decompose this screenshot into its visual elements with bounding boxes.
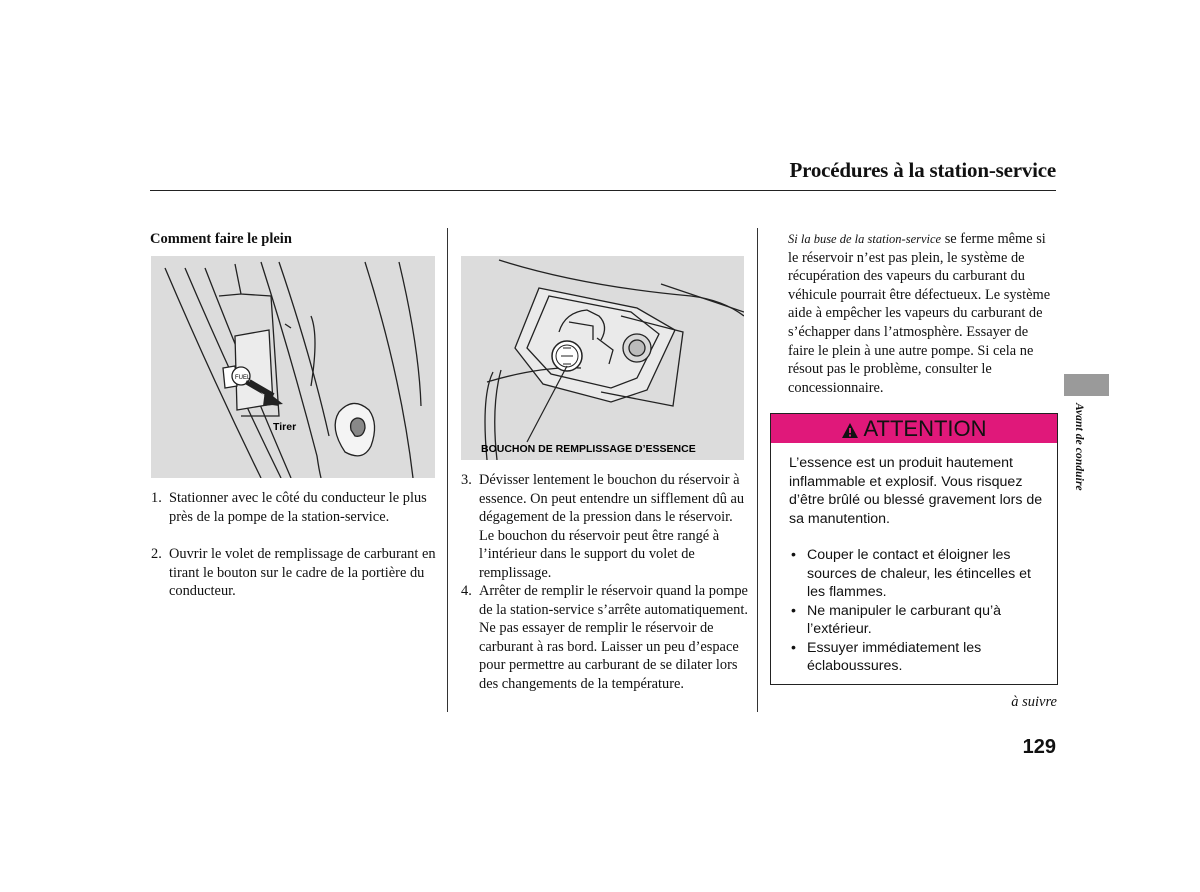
- step-number: 3.: [461, 472, 472, 488]
- section-tab-label: Avant de conduire: [1073, 403, 1085, 491]
- vapor-recovery-note: [788, 230, 1058, 397]
- warning-title: ATTENTION: [863, 416, 987, 441]
- column-divider-right: [757, 228, 758, 712]
- page-title: Procédures à la station-service: [789, 158, 1056, 182]
- intro-italic: Si la buse de la station-service: [788, 232, 942, 246]
- step-4: [461, 582, 751, 694]
- figure-fuel-door-release: [151, 256, 435, 478]
- warning-text: L’essence est un produit hautement inflammable et explosif. Vous risquez d’être brûlé ou blessé gravement lors de sa manutention.: [789, 455, 1043, 527]
- step-1: [151, 489, 441, 526]
- warning-box: [770, 413, 1058, 685]
- warning-triangle-icon: [841, 417, 859, 446]
- step-number: 4.: [461, 583, 472, 599]
- title-rule: [150, 190, 1056, 191]
- warning-bullet: • Essuyer immédiatement les éclaboussures.: [789, 639, 1051, 676]
- warning-body: [789, 454, 1051, 676]
- warning-list: [789, 546, 1051, 676]
- section-heading: Comment faire le plein: [150, 231, 292, 247]
- step-2: [151, 545, 441, 601]
- page-number: 129: [1022, 736, 1056, 758]
- warning-bullet: • Couper le contact et éloigner les sources de chaleur, les étincelles et les flammes.: [789, 546, 1051, 602]
- step-text: Arrêter de remplir le réservoir quand la pompe de la station-service s’arrête automatiquement. Ne pas essayer de remplir le réservoir de carburant à ras bord. Laisser un peu d’espace pour permettre au carburant de se dilater lors des changements de la température.: [479, 583, 748, 692]
- warning-header: [771, 414, 1057, 443]
- filler-cap-illustration: [461, 256, 744, 460]
- column-divider-left: [447, 228, 448, 712]
- step-number: 2.: [151, 546, 162, 562]
- intro-text: se ferme même si le réservoir n’est pas plein, le système de récupération des vapeurs du carburant du véhicule pourrait être défectueux. Le système aide à empêcher les vapeurs du carburant de s’échapper dans l’atmosphère. Essayer de faire le plein à une autre pompe. Si cela ne résout pas le problème, consulter le concessionnaire.: [788, 231, 1051, 396]
- step-text: Stationner avec le côté du conducteur le plus près de la pompe de la station-service.: [169, 490, 427, 525]
- figure-fuel-filler-cap: [461, 256, 744, 460]
- step-3: [461, 471, 751, 583]
- figure-label-pull: Tirer: [273, 421, 297, 433]
- fuel-release-illustration: [151, 256, 435, 478]
- step-text: Ouvrir le volet de remplissage de carburant en tirant le bouton sur le cadre de la portière du conducteur.: [169, 546, 436, 600]
- warning-bullet: • Ne manipuler le carburant qu’à l’extérieur.: [789, 602, 1051, 639]
- figure-label-filler-cap: BOUCHON DE REMPLISSAGE D’ESSENCE: [481, 443, 696, 455]
- fuel-button-text: FUEL: [235, 375, 251, 381]
- continued-label: à suivre: [1011, 694, 1057, 710]
- step-number: 1.: [151, 490, 162, 506]
- section-tab: [1064, 374, 1109, 396]
- step-text: Dévisser lentement le bouchon du réservoir à essence. On peut entendre un sifflement dû au dégagement de la pression dans le réservoir. Le bouchon du réservoir peut être rangé à l’intérieur dans le support du volet de remplissage.: [479, 472, 745, 581]
